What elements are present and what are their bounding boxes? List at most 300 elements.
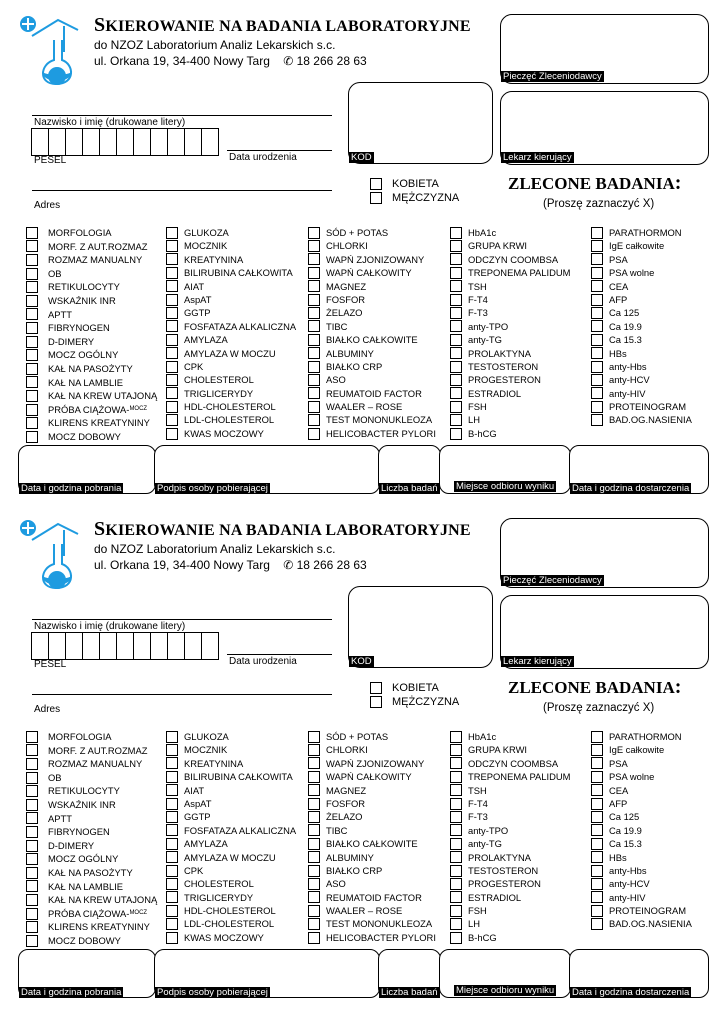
test-option[interactable] [450, 877, 570, 890]
test-option[interactable] [26, 321, 157, 335]
checkbox[interactable] [450, 838, 462, 850]
test-option[interactable] [166, 293, 296, 306]
checkbox[interactable] [166, 227, 178, 239]
checkbox[interactable] [166, 361, 178, 373]
test-option[interactable] [26, 267, 157, 281]
checkbox[interactable] [26, 349, 38, 361]
test-option[interactable] [591, 770, 692, 783]
dob-line[interactable] [227, 654, 332, 655]
checkbox[interactable] [450, 851, 462, 863]
checkbox[interactable] [166, 784, 178, 796]
checkbox[interactable] [26, 254, 38, 266]
checkbox[interactable] [26, 853, 38, 865]
test-option[interactable] [591, 784, 692, 797]
checkbox[interactable] [591, 891, 603, 903]
checkbox[interactable] [166, 932, 178, 944]
checkbox[interactable] [450, 878, 462, 890]
test-option[interactable] [591, 400, 692, 413]
test-option[interactable] [166, 784, 296, 797]
test-option[interactable] [308, 770, 436, 783]
test-option[interactable] [26, 757, 157, 771]
checkbox[interactable] [591, 744, 603, 756]
test-option[interactable] [166, 797, 296, 810]
test-option[interactable] [26, 348, 157, 362]
test-option[interactable] [308, 280, 436, 293]
test-option[interactable] [26, 798, 157, 812]
checkbox[interactable] [450, 865, 462, 877]
checkbox[interactable] [308, 267, 320, 279]
checkbox[interactable] [26, 921, 38, 933]
checkbox[interactable] [166, 347, 178, 359]
checkbox[interactable] [166, 798, 178, 810]
checkbox[interactable] [591, 811, 603, 823]
test-option[interactable] [166, 226, 296, 239]
checkbox[interactable] [450, 414, 462, 426]
checkbox[interactable] [26, 336, 38, 348]
checkbox[interactable] [26, 376, 38, 388]
checkbox[interactable] [591, 824, 603, 836]
test-option[interactable] [166, 387, 296, 400]
test-option[interactable] [591, 757, 692, 770]
test-option[interactable] [591, 864, 692, 877]
test-option[interactable] [26, 240, 157, 254]
checkbox[interactable] [166, 878, 178, 890]
test-option[interactable] [308, 917, 436, 930]
checkbox[interactable] [26, 281, 38, 293]
test-option[interactable] [26, 934, 157, 948]
test-option[interactable] [166, 413, 296, 426]
checkbox[interactable] [308, 784, 320, 796]
checkbox[interactable] [166, 334, 178, 346]
checkbox[interactable] [450, 918, 462, 930]
test-option[interactable] [450, 810, 570, 823]
checkbox[interactable] [308, 878, 320, 890]
test-option[interactable] [166, 917, 296, 930]
checkbox[interactable] [591, 334, 603, 346]
test-option[interactable] [450, 824, 570, 837]
test-option[interactable] [308, 253, 436, 266]
test-option[interactable] [308, 851, 436, 864]
checkbox[interactable] [26, 363, 38, 375]
checkbox[interactable] [26, 308, 38, 320]
checkbox[interactable] [308, 865, 320, 877]
checkbox[interactable] [308, 798, 320, 810]
checkbox[interactable] [591, 865, 603, 877]
test-option[interactable] [166, 427, 296, 440]
checkbox[interactable] [591, 918, 603, 930]
test-option[interactable] [308, 347, 436, 360]
checkbox[interactable] [26, 758, 38, 770]
test-option[interactable] [26, 784, 157, 798]
test-option[interactable] [308, 784, 436, 797]
test-option[interactable] [591, 333, 692, 346]
test-option[interactable] [308, 864, 436, 877]
test-option[interactable] [450, 864, 570, 877]
test-option[interactable] [26, 893, 157, 907]
checkbox[interactable] [308, 374, 320, 386]
test-option[interactable] [26, 730, 157, 744]
checkbox[interactable] [26, 935, 38, 947]
checkbox[interactable] [26, 880, 38, 892]
checkbox[interactable] [370, 178, 382, 190]
checkbox[interactable] [591, 374, 603, 386]
address-line[interactable] [32, 190, 332, 191]
checkbox[interactable] [450, 932, 462, 944]
test-option[interactable] [450, 333, 570, 346]
checkbox[interactable] [26, 840, 38, 852]
checkbox[interactable] [26, 744, 38, 756]
checkbox[interactable] [591, 347, 603, 359]
checkbox[interactable] [450, 811, 462, 823]
test-option[interactable] [591, 239, 692, 252]
checkbox[interactable] [166, 851, 178, 863]
test-option[interactable] [26, 294, 157, 308]
dob-line[interactable] [227, 150, 332, 151]
test-option[interactable] [591, 851, 692, 864]
checkbox[interactable] [591, 361, 603, 373]
test-option[interactable] [166, 347, 296, 360]
checkbox[interactable] [166, 414, 178, 426]
test-option[interactable] [308, 904, 436, 917]
test-option[interactable] [26, 308, 157, 322]
test-option[interactable] [166, 239, 296, 252]
checkbox[interactable] [308, 918, 320, 930]
sex-male-option[interactable]: MĘŻCZYZNA [370, 192, 459, 204]
test-option[interactable] [591, 253, 692, 266]
checkbox[interactable] [308, 731, 320, 743]
test-option[interactable] [166, 253, 296, 266]
checkbox[interactable] [308, 905, 320, 917]
checkbox[interactable] [308, 294, 320, 306]
test-option[interactable] [308, 891, 436, 904]
checkbox[interactable] [26, 799, 38, 811]
test-option[interactable] [308, 427, 436, 440]
test-option[interactable] [26, 226, 157, 240]
test-option[interactable] [166, 333, 296, 346]
test-option[interactable] [26, 880, 157, 894]
checkbox[interactable] [166, 387, 178, 399]
test-option[interactable] [166, 864, 296, 877]
checkbox[interactable] [308, 744, 320, 756]
test-option[interactable] [26, 430, 157, 444]
checkbox[interactable] [166, 240, 178, 252]
checkbox[interactable] [26, 908, 38, 920]
checkbox[interactable] [166, 307, 178, 319]
test-option[interactable] [308, 877, 436, 890]
checkbox[interactable] [308, 414, 320, 426]
test-option[interactable] [450, 266, 570, 279]
test-option[interactable] [308, 320, 436, 333]
test-option[interactable] [26, 771, 157, 785]
test-option[interactable] [591, 743, 692, 756]
test-option[interactable] [26, 253, 157, 267]
checkbox[interactable] [166, 757, 178, 769]
checkbox[interactable] [450, 307, 462, 319]
test-option[interactable] [308, 226, 436, 239]
test-option[interactable] [450, 373, 570, 386]
test-option[interactable] [166, 266, 296, 279]
test-option[interactable] [450, 891, 570, 904]
test-option[interactable] [308, 810, 436, 823]
test-option[interactable] [166, 810, 296, 823]
test-option[interactable] [450, 797, 570, 810]
test-option[interactable] [166, 837, 296, 850]
checkbox[interactable] [308, 320, 320, 332]
test-option[interactable] [26, 280, 157, 294]
checkbox[interactable] [308, 280, 320, 292]
test-option[interactable] [450, 293, 570, 306]
checkbox[interactable] [450, 798, 462, 810]
test-option[interactable] [308, 797, 436, 810]
checkbox[interactable] [591, 905, 603, 917]
checkbox[interactable] [26, 404, 38, 416]
test-option[interactable] [26, 744, 157, 758]
checkbox[interactable] [166, 294, 178, 306]
checkbox[interactable] [308, 891, 320, 903]
checkbox[interactable] [308, 838, 320, 850]
test-option[interactable] [26, 825, 157, 839]
test-option[interactable] [308, 333, 436, 346]
checkbox[interactable] [166, 918, 178, 930]
checkbox[interactable] [26, 227, 38, 239]
test-option[interactable] [450, 360, 570, 373]
checkbox[interactable] [26, 268, 38, 280]
checkbox[interactable] [308, 811, 320, 823]
checkbox[interactable] [308, 347, 320, 359]
checkbox[interactable] [370, 682, 382, 694]
checkbox[interactable] [26, 826, 38, 838]
test-option[interactable] [308, 306, 436, 319]
checkbox[interactable] [450, 374, 462, 386]
sex-female-option[interactable]: KOBIETA [370, 178, 439, 190]
test-option[interactable] [591, 730, 692, 743]
checkbox[interactable] [308, 851, 320, 863]
checkbox[interactable] [591, 798, 603, 810]
test-option[interactable] [26, 866, 157, 880]
test-option[interactable] [166, 877, 296, 890]
test-option[interactable] [591, 917, 692, 930]
test-option[interactable] [450, 931, 570, 944]
test-option[interactable] [166, 770, 296, 783]
checkbox[interactable] [166, 267, 178, 279]
checkbox[interactable] [26, 731, 38, 743]
test-option[interactable] [591, 347, 692, 360]
checkbox[interactable] [591, 784, 603, 796]
checkbox[interactable] [166, 428, 178, 440]
test-option[interactable] [308, 266, 436, 279]
checkbox[interactable] [308, 334, 320, 346]
test-option[interactable] [166, 904, 296, 917]
test-option[interactable] [26, 362, 157, 376]
test-option[interactable] [308, 743, 436, 756]
test-option[interactable] [450, 837, 570, 850]
test-option[interactable] [591, 413, 692, 426]
test-option[interactable] [591, 824, 692, 837]
test-option[interactable] [591, 387, 692, 400]
test-option[interactable] [450, 280, 570, 293]
test-option[interactable] [450, 743, 570, 756]
checkbox[interactable] [308, 387, 320, 399]
checkbox[interactable] [308, 771, 320, 783]
checkbox[interactable] [591, 320, 603, 332]
test-option[interactable] [308, 730, 436, 743]
test-option[interactable] [308, 837, 436, 850]
checkbox[interactable] [591, 771, 603, 783]
checkbox[interactable] [450, 757, 462, 769]
test-option[interactable] [450, 320, 570, 333]
test-option[interactable] [166, 360, 296, 373]
test-option[interactable] [450, 851, 570, 864]
test-option[interactable] [26, 389, 157, 403]
checkbox[interactable] [166, 731, 178, 743]
checkbox[interactable] [166, 253, 178, 265]
checkbox[interactable] [26, 894, 38, 906]
checkbox[interactable] [591, 414, 603, 426]
checkbox[interactable] [450, 744, 462, 756]
test-option[interactable] [308, 360, 436, 373]
test-option[interactable] [450, 306, 570, 319]
test-option[interactable] [26, 812, 157, 826]
checkbox[interactable] [166, 771, 178, 783]
checkbox[interactable] [591, 307, 603, 319]
test-option[interactable] [450, 226, 570, 239]
checkbox[interactable] [308, 428, 320, 440]
test-option[interactable] [450, 387, 570, 400]
test-option[interactable] [450, 917, 570, 930]
checkbox[interactable] [26, 322, 38, 334]
test-option[interactable] [591, 810, 692, 823]
checkbox[interactable] [450, 320, 462, 332]
test-option[interactable] [591, 837, 692, 850]
test-option[interactable] [591, 320, 692, 333]
checkbox[interactable] [450, 334, 462, 346]
sex-female-option[interactable]: KOBIETA [370, 682, 439, 694]
test-option[interactable] [308, 824, 436, 837]
checkbox[interactable] [26, 772, 38, 784]
checkbox[interactable] [166, 824, 178, 836]
sex-male-option[interactable]: MĘŻCZYZNA [370, 696, 459, 708]
checkbox[interactable] [450, 731, 462, 743]
checkbox[interactable] [26, 417, 38, 429]
test-option[interactable] [450, 770, 570, 783]
checkbox[interactable] [308, 227, 320, 239]
checkbox[interactable] [591, 878, 603, 890]
test-option[interactable] [591, 266, 692, 279]
address-line[interactable] [32, 694, 332, 695]
checkbox[interactable] [591, 401, 603, 413]
checkbox[interactable] [591, 851, 603, 863]
test-option[interactable] [450, 757, 570, 770]
test-option[interactable] [591, 877, 692, 890]
checkbox[interactable] [308, 757, 320, 769]
checkbox[interactable] [166, 865, 178, 877]
test-option[interactable] [591, 891, 692, 904]
test-option[interactable] [591, 293, 692, 306]
checkbox[interactable] [308, 824, 320, 836]
checkbox[interactable] [166, 401, 178, 413]
test-option[interactable] [166, 743, 296, 756]
test-option[interactable] [26, 839, 157, 853]
checkbox[interactable] [450, 361, 462, 373]
test-option[interactable] [450, 904, 570, 917]
test-option[interactable] [166, 730, 296, 743]
checkbox[interactable] [591, 731, 603, 743]
checkbox[interactable] [166, 320, 178, 332]
checkbox[interactable] [450, 347, 462, 359]
test-option[interactable] [308, 931, 436, 944]
checkbox[interactable] [26, 867, 38, 879]
test-option[interactable] [26, 376, 157, 390]
checkbox[interactable] [450, 387, 462, 399]
test-option[interactable] [308, 757, 436, 770]
checkbox[interactable] [308, 932, 320, 944]
test-option[interactable] [450, 239, 570, 252]
checkbox[interactable] [308, 307, 320, 319]
test-option[interactable] [308, 373, 436, 386]
checkbox[interactable] [450, 891, 462, 903]
test-option[interactable] [26, 335, 157, 349]
checkbox[interactable] [450, 401, 462, 413]
checkbox[interactable] [591, 294, 603, 306]
checkbox[interactable] [308, 361, 320, 373]
checkbox[interactable] [450, 294, 462, 306]
pesel-boxes[interactable] [32, 128, 219, 156]
checkbox[interactable] [308, 401, 320, 413]
checkbox[interactable] [450, 784, 462, 796]
test-option[interactable] [166, 373, 296, 386]
checkbox[interactable] [308, 240, 320, 252]
test-option[interactable] [166, 891, 296, 904]
checkbox[interactable] [450, 267, 462, 279]
checkbox[interactable] [591, 838, 603, 850]
checkbox[interactable] [166, 744, 178, 756]
test-option[interactable] [591, 373, 692, 386]
checkbox[interactable] [591, 280, 603, 292]
checkbox[interactable] [166, 280, 178, 292]
test-option[interactable] [308, 387, 436, 400]
checkbox[interactable] [26, 431, 38, 443]
test-option[interactable] [166, 280, 296, 293]
test-option[interactable] [308, 293, 436, 306]
test-option[interactable] [591, 306, 692, 319]
test-option[interactable] [26, 403, 157, 417]
checkbox[interactable] [591, 240, 603, 252]
test-option[interactable] [26, 920, 157, 934]
test-option[interactable] [26, 907, 157, 921]
test-option[interactable] [26, 852, 157, 866]
test-option[interactable] [166, 757, 296, 770]
test-option[interactable] [166, 306, 296, 319]
test-option[interactable] [450, 730, 570, 743]
test-option[interactable] [450, 347, 570, 360]
test-option[interactable] [166, 931, 296, 944]
checkbox[interactable] [591, 387, 603, 399]
test-option[interactable] [308, 239, 436, 252]
checkbox[interactable] [26, 295, 38, 307]
checkbox[interactable] [26, 390, 38, 402]
checkbox[interactable] [450, 227, 462, 239]
test-option[interactable] [450, 400, 570, 413]
checkbox[interactable] [26, 240, 38, 252]
checkbox[interactable] [166, 905, 178, 917]
test-option[interactable] [450, 253, 570, 266]
test-option[interactable] [591, 797, 692, 810]
checkbox[interactable] [166, 891, 178, 903]
checkbox[interactable] [26, 812, 38, 824]
checkbox[interactable] [166, 374, 178, 386]
checkbox[interactable] [26, 785, 38, 797]
checkbox[interactable] [308, 253, 320, 265]
